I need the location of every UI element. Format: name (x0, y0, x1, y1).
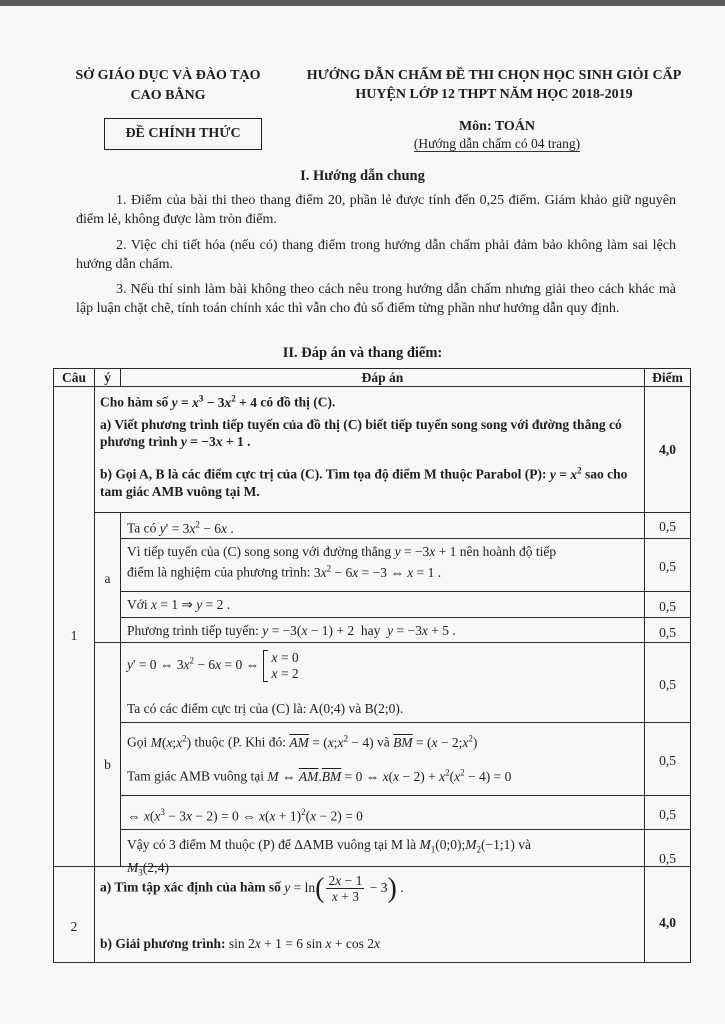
q2-total-score: 4,0 (659, 915, 676, 930)
header-answer: Đáp án (361, 370, 404, 385)
row-a4 (127, 622, 642, 639)
row-a2-divider (120, 591, 690, 592)
guideline-3: 3. Nếu thí sinh làm bài không theo cách nêu trong hướng dẫn chấm nhưng giải theo cách khác mà lập luận chặt chẽ, tính toán chính xác thì vẫn cho đủ số điểm từng phần như hướng dẫn quy định. (76, 282, 676, 316)
row-a1-divider (120, 538, 690, 539)
table-border-right (690, 368, 691, 963)
guideline-1: 1. Điểm của bài thi theo thang điểm 20, phần lẻ được tính đến 0,25 điểm. Giám khảo giữ nguyên điểm lẻ, không được làm tròn điểm. (76, 193, 676, 227)
header-cau: Câu (61, 370, 86, 385)
row-a4-score: 0,5 (659, 625, 676, 640)
row-b2-vector-am: $\overline{AM}$ = $(x;x^2 - 4)$ (289, 733, 374, 750)
q2-part-a (100, 873, 640, 904)
department-location: CAO BẰNG (130, 88, 206, 103)
row-b4-text-2: và (518, 837, 532, 852)
q1-line-formula: y = −3x + 1 . (180, 434, 251, 449)
q1-stem-text-b: có đồ thị (C). (260, 394, 336, 410)
row-b2-text-4: Tam giác AMB vuông tại (127, 768, 265, 784)
q1-statement-divider (94, 512, 690, 513)
row-a4-text: Phương trình tiếp tuyến: (127, 623, 259, 638)
row-a1-score: 0,5 (659, 519, 676, 534)
q2-log-formula: y = ln( $\frac{2x - 1}{x + 3}$ − 3) . (284, 872, 404, 904)
row-b3-divider (120, 829, 690, 830)
q2-part-a-text: a) Tìm tập xác định của hàm số (100, 879, 281, 895)
row-a1-text: Ta có (127, 520, 157, 536)
y-column-divider (120, 512, 121, 866)
header-score: Điểm (652, 370, 683, 385)
sub-b-label: b (104, 757, 111, 772)
section-1-title: I. Hướng dẫn chung (300, 168, 425, 184)
system-brace (263, 650, 268, 682)
row-b2-point-m: $M(x;x^2)$ (150, 733, 192, 750)
row-b2-text-1: Gọi (127, 734, 148, 750)
sub-a-label: a (104, 571, 111, 586)
row-a3-score: 0,5 (659, 599, 676, 614)
row-a4-hay: hay (360, 623, 381, 638)
title-line-2: HUYỆN LỚP 12 THPT NĂM HỌC 2018-2019 (355, 87, 633, 102)
row-a2-text-1: Vì tiếp tuyến của (C) song song với đường thẳng (127, 544, 392, 559)
q2-part-b-text: b) Giải phương trình: (100, 936, 226, 951)
q1-stem (100, 390, 640, 411)
row-a1-formula: $y' = 3x^2 - 6x$ . (159, 519, 234, 536)
cau-column-divider-q1 (94, 386, 95, 866)
row-b3-score: 0,5 (659, 807, 676, 822)
q2-trig-equation: sin 2x + 1 = 6 sin x + cos 2x (228, 936, 380, 951)
row-a2-formula-line: y = −3x + 1 (394, 544, 457, 559)
table-border-bottom (53, 962, 690, 963)
row-a3 (127, 596, 642, 613)
row-a2 (127, 543, 642, 581)
row-b2-text-2: thuộc (P. Khi đó: (194, 734, 287, 750)
row-a2-score: 0,5 (659, 559, 676, 574)
row-b2-text-3: và (377, 734, 390, 750)
guideline-2: 2. Việc chi tiết hóa (nếu có) thang điểm trong hướng dẫn chấm phải đảm bảo không làm sai lệch hướng dẫn chấm. (76, 238, 676, 272)
section-2-title: II. Đáp án và thang điểm: (282, 345, 443, 361)
row-a3-text: Với (127, 597, 148, 612)
row-a2-text-2: nên hoành độ tiếp (459, 544, 557, 559)
q1-total-score: 4,0 (659, 442, 676, 457)
q1-function-formula: $y = x^3 - 3x^2 + 4$ (171, 393, 257, 410)
q1-parabola-formula: $y = x^2$ (549, 465, 582, 482)
q1-part-a (100, 416, 640, 450)
row-b2-divider (120, 795, 690, 796)
row-b3-formula: ⇔ $x(x^3 - 3x - 2) = 0$ ⇔ $x(x + 1)^2(x - 2) = 0$ (127, 807, 363, 824)
official-stamp-box: ĐỀ CHÍNH THỨC (104, 118, 262, 150)
row-b4-score: 0,5 (659, 851, 676, 866)
table-border-left (53, 368, 54, 963)
row-b1-system: y' = 0 ⇔ $3x^2 - 6x = 0$ ⇔ x = 0 x = 2 (127, 650, 299, 681)
cau-column-divider-q2 (94, 866, 95, 963)
row-a2-formula-eq: $3x^2 - 6x = -3$ ⇔ x = 1 . (313, 563, 442, 580)
q2-part-b (100, 935, 640, 952)
q1-number: 1 (70, 628, 78, 643)
header-y: ý (104, 370, 111, 385)
pages-note-text: (Hướng dẫn chấm có 04 trang) (413, 136, 581, 151)
q1-part-b-text: b) Gọi A, B là các điểm cực trị của (C). Tìm tọa độ điểm M thuộc Parabol (P): (100, 466, 547, 482)
row-a4-formula-1: y = −3(x − 1) + 2 (262, 623, 355, 638)
q1-part-b-tail: sao cho tam giác AMB vuông tại M. (100, 466, 628, 499)
row-b1-divider (120, 722, 690, 723)
row-b1-text: Ta có các điểm cực trị của (C) là: A(0;4) và B(2;0). (127, 701, 404, 716)
subject-label: Môn: TOÁN (458, 119, 536, 134)
q1-part-b (100, 462, 640, 500)
department-name: SỞ GIÁO DỤC VÀ ĐÀO TẠO (75, 68, 261, 83)
row-a1 (127, 516, 642, 537)
row-b2-line1 (127, 730, 642, 751)
row-b4-points: $M_1(0;0);M_2(-1;1)$ (419, 837, 515, 855)
row-b2-vector-bm: $\overline{BM} = (x$ − $2;x^2$) (393, 733, 478, 750)
row-a3-divider (120, 617, 690, 618)
row-a3-formula: x = 1 ⇒ y = 2 . (151, 597, 231, 612)
q1-stem-text-a: Cho hàm số (100, 394, 169, 410)
row-b2-condition: M ⇔ $\overline{AM}.\overline{BM} = 0$ ⇔ $x(x - 2) + x^2(x^2 - 4) = 0$ (267, 767, 512, 784)
q1-part-a-text: a) Viết phương trình tiếp tuyến của đồ thị (C) biết tiếp tuyến song song với đường thẳng có phương trình (100, 417, 622, 449)
row-b2-line2 (127, 764, 642, 785)
q2-number: 2 (70, 919, 78, 934)
part-a-divider (94, 642, 690, 643)
title-line-1: HƯỚNG DẪN CHẤM ĐỀ THI CHỌN HỌC SINH GIỎI CẤP (306, 68, 682, 83)
system-solutions: x = 0 x = 2 (271, 650, 299, 681)
row-b2-score: 0,5 (659, 753, 676, 768)
row-a2-text-3: điểm là nghiệm của phương trình: (127, 564, 311, 580)
row-b4-point-3: $M_3(2;4)$ (127, 859, 169, 878)
row-b4-text-1: Vậy có 3 điểm M thuộc (P) để ΔAMB vuông tại M là (127, 837, 417, 852)
header-divider (53, 386, 690, 387)
row-a4-formula-2: y = −3x + 5 . (387, 623, 456, 638)
row-b1-score: 0,5 (659, 677, 676, 692)
